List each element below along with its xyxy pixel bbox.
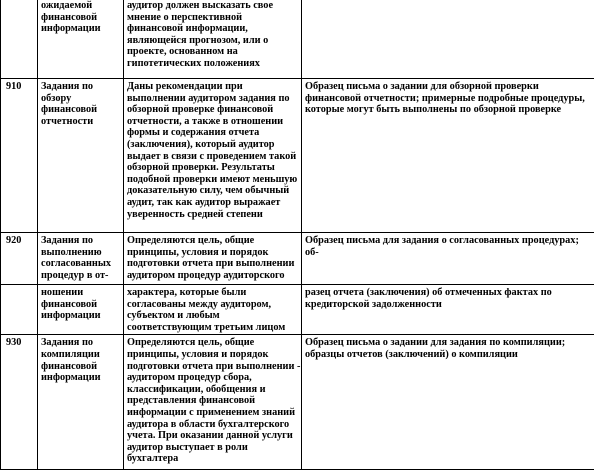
cell-text-line: финансовой — [41, 361, 120, 373]
cell-text-line: информации — [41, 372, 120, 384]
cell-text-line: отчетности — [41, 116, 120, 128]
cell-text-line: отчетности, а также в отношении — [127, 116, 298, 128]
cell-text-line: Определяются цель, общие — [127, 337, 298, 349]
cell-text-line: соответствующим третьим лицом — [127, 322, 298, 334]
standard-description-cell — [124, 335, 302, 470]
cell-text-line: об- — [305, 247, 591, 259]
standard-code-cell — [1, 79, 38, 233]
cell-text-line: проекте, основанном на — [127, 46, 298, 58]
cell-text-line: аудитора в области бухгалтерского — [127, 419, 298, 431]
cell-text-line: принципы, условия и порядок — [127, 349, 298, 361]
cell-text-line: аудитором процедур аудиторского — [127, 270, 298, 282]
standard-title-cell — [38, 79, 124, 233]
cell-text-line: формы и содержания отчета — [127, 127, 298, 139]
cell-text-line: уверенность средней степени — [127, 209, 298, 221]
standard-code-cell — [1, 335, 38, 470]
standard-code-cell — [1, 285, 38, 335]
cell-text-line: подготовки отчета при выполнении — [127, 258, 298, 270]
cell-text-line: информации с применением знаний — [127, 407, 298, 419]
cell-text-line: гипотетических положениях — [127, 58, 298, 70]
table-row — [1, 335, 594, 470]
cell-text-line: Образец письма о задании для задания по компиляции; — [305, 337, 591, 349]
standard-title-cell — [38, 285, 124, 335]
cell-text-line: финансовой — [41, 104, 120, 116]
cell-text-line: доказательную силу, чем обычный — [127, 185, 298, 197]
standard-samples-cell — [302, 233, 594, 285]
cell-text-line: Даны рекомендации при — [127, 81, 298, 93]
cell-text-line: ожидаемой — [41, 0, 120, 12]
cell-text-line: ношении — [41, 287, 120, 299]
cell-text-line: подобной проверки имеют меньшую — [127, 174, 298, 186]
standard-code-cell — [1, 233, 38, 285]
cell-text-line: финансовой отчетности; примерные подробные процедуры, — [305, 93, 591, 105]
standard-title-cell — [38, 233, 124, 285]
table-row — [1, 79, 594, 233]
table-row — [1, 233, 594, 285]
cell-text-line: субъектом и любым — [127, 310, 298, 322]
cell-text-line: мнение о перспективной — [127, 12, 298, 24]
cell-text-line: характера, которые были — [127, 287, 298, 299]
standard-description-cell — [124, 0, 302, 79]
cell-text-line: финансовой — [41, 12, 120, 24]
cell-text-line: финансовой — [41, 299, 120, 311]
cell-text-line: являющейся прогнозом, или о — [127, 35, 298, 47]
standard-samples-cell — [302, 285, 594, 335]
cell-text-line: информации — [41, 310, 120, 322]
cell-text-line: Задания по — [41, 235, 120, 247]
cell-text-line: разец отчета (заключения) об отмеченных фактах по — [305, 287, 591, 299]
cell-text-line: Определяются цель, общие — [127, 235, 298, 247]
cell-text-line: (заключения), который аудитор — [127, 139, 298, 151]
standard-samples-cell — [302, 79, 594, 233]
cell-text-line: процедур в от- — [41, 270, 120, 282]
cell-text-line: подготовки отчета при выполнении - — [127, 361, 298, 373]
cell-text-line: обзорной проверке финансовой — [127, 104, 298, 116]
cell-text-line: 910 — [6, 81, 34, 93]
cell-text-line: выполнению — [41, 247, 120, 259]
standard-samples-cell — [302, 335, 594, 470]
cell-text-line: согласованных — [41, 258, 120, 270]
standard-description-cell — [124, 233, 302, 285]
cell-text-line: компиляции — [41, 349, 120, 361]
cell-text-line: 930 — [6, 337, 34, 349]
standard-title-cell — [38, 335, 124, 470]
cell-text-line: информации — [41, 23, 120, 35]
cell-text-line: 920 — [6, 235, 34, 247]
cell-text-line: образцы отчетов (заключений) о компиляции — [305, 349, 591, 361]
cell-text-line: обзору — [41, 93, 120, 105]
cell-text-line: Образец письма о задании для обзорной проверки — [305, 81, 591, 93]
cell-text-line: согласованы между аудитором, — [127, 299, 298, 311]
table-row — [1, 0, 594, 79]
standard-description-cell — [124, 285, 302, 335]
cell-text-line: выполнении аудитором задания по — [127, 93, 298, 105]
cell-text-line: финансовой информации, — [127, 23, 298, 35]
cell-text-line: аудитор выступает в роли — [127, 442, 298, 454]
cell-text-line: аудит, так как аудитор выражает — [127, 197, 298, 209]
standard-title-cell — [38, 0, 124, 79]
cell-text-line: бухгалтера — [127, 453, 298, 465]
cell-text-line: обзорной проверки. Результаты — [127, 162, 298, 174]
cell-text-line: выдает в связи с проведением такой — [127, 151, 298, 163]
cell-text-line: аудитором процедур сбора, — [127, 372, 298, 384]
cell-text-line: Образец письма для задания о согласованных процедурах; — [305, 235, 591, 247]
table-row — [1, 285, 594, 335]
cell-text-line: Задания по — [41, 81, 120, 93]
standard-description-cell — [124, 79, 302, 233]
standard-code-cell — [1, 0, 38, 79]
cell-text-line: принципы, условия и порядок — [127, 247, 298, 259]
cell-text-line: аудитор должен высказать свое — [127, 0, 298, 12]
standard-samples-cell — [302, 0, 594, 79]
cell-text-line: классификации, обобщения и — [127, 384, 298, 396]
cell-text-line: которые могут быть выполнены по обзорной проверке — [305, 104, 591, 116]
cell-text-line: представления финансовой — [127, 395, 298, 407]
cell-text-line: учета. При оказании данной услуги — [127, 430, 298, 442]
cell-text-line: Задания по — [41, 337, 120, 349]
cell-text-line: кредиторской задолженности — [305, 299, 591, 311]
